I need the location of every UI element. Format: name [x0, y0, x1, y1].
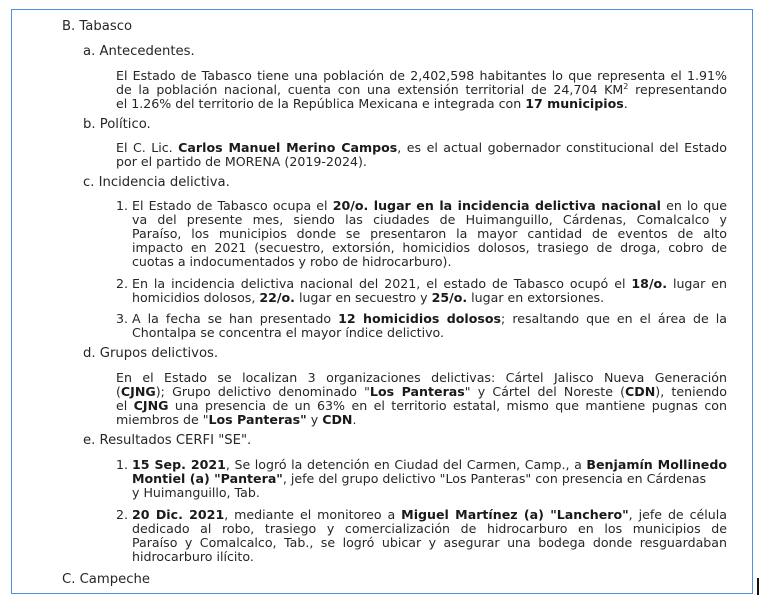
paragraph-line: El C. Lic. Carlos Manuel Merino Campos, es el actual gobernador constitucional del Estado	[116, 140, 727, 155]
list-item-line: Chontalpa se concentra el mayor índice delictivo.	[132, 325, 445, 340]
section-heading-tabasco: B. Tabasco	[62, 19, 133, 34]
list-number: 2.	[116, 276, 129, 291]
list-item-line: Paraíso, los municipios donde se presentaron la mayor cantidad de eventos de alto	[132, 226, 727, 241]
list-item-line: El Estado de Tabasco ocupa el 20/o. lugar en la incidencia delictiva nacional en lo que	[132, 198, 728, 213]
list-item-line: cuotas a indocumentados y robo de hidrocarburo).	[132, 254, 452, 269]
subheading-grupos: d. Grupos delictivos.	[83, 346, 219, 361]
paragraph-line: el CJNG una presencia de un 63% en el territorio estatal, mismo que mantiene pugnas con	[116, 398, 727, 413]
list-item-line: 20 Dic. 2021, mediante el monitoreo a Miguel Martínez (a) "Lanchero", jefe de célula	[132, 507, 727, 522]
subheading-resultados: e. Resultados CERFI "SE".	[83, 433, 252, 448]
list-item-line: Montiel (a) "Pantera", jefe del grupo delictivo "Los Panteras" con presencia en Cárdenas	[132, 471, 707, 486]
list-number: 1.	[116, 457, 129, 472]
list-item-line: Paraíso y Comalcalco, Tab., se logró ubicar y asegurar una bodega donde resguardaban	[132, 535, 727, 550]
list-item-line: impacto en 2021 (secuestro, extorsión, homicidios dolosos, trasiego de droga, cobro de	[132, 240, 727, 255]
list-item-line: A la fecha se han presentado 12 homicidios dolosos; resaltando que en el área de la	[132, 311, 727, 326]
subheading-incidencia: c. Incidencia delictiva.	[83, 175, 230, 190]
list-number: 1.	[116, 198, 129, 213]
paragraph-line: (CJNG); Grupo delictivo denominado "Los Panteras" y Cártel del Noreste (CDN), teniendo	[116, 384, 727, 399]
list-item-line: y Huimanguillo, Tab.	[132, 485, 260, 500]
text-cursor	[757, 578, 759, 595]
paragraph-line: miembros de "Los Panteras" y CDN.	[116, 412, 357, 427]
section-heading-campeche: C. Campeche	[62, 572, 150, 587]
list-item-line: dedicado al robo, trasiego y comercialización de hidrocarburo en los municipios de	[132, 521, 727, 536]
list-item-line: En la incidencia delictiva nacional del 2021, el estado de Tabasco ocupó el 18/o. lugar en	[132, 276, 728, 291]
paragraph-line: En el Estado se localizan 3 organizaciones delictivas: Cártel Jalisco Nueva Generación	[116, 370, 727, 385]
subheading-politico: b. Político.	[83, 117, 151, 132]
list-item-line: va del presente mes, siendo las ciudades de Huimanguillo, Cárdenas, Comalcalco y	[132, 212, 727, 227]
list-number: 3.	[116, 311, 129, 326]
paragraph-line: el 1.26% del territorio de la República Mexicana e integrada con 17 municipios.	[116, 96, 628, 111]
list-number: 2.	[116, 507, 129, 522]
list-item-line: homicidios dolosos, 22/o. lugar en secuestro y 25/o. lugar en extorsiones.	[132, 290, 605, 305]
list-item-line: hidrocarburo ilícito.	[132, 549, 254, 564]
paragraph-line: de la población nacional, cuenta con una extensión territorial de 24,704 $KM^2$ representando	[116, 81, 727, 97]
list-item-line: 15 Sep. 2021, Se logró la detención en Ciudad del Carmen, Camp., a Benjamín Mollinedo	[132, 457, 727, 472]
paragraph-line: por el partido de MORENA (2019-2024).	[116, 154, 367, 169]
paragraph-line: El Estado de Tabasco tiene una población de 2,402,598 habitantes lo que representa el 1.91%	[116, 68, 727, 83]
subheading-antecedentes: a. Antecedentes.	[83, 44, 195, 59]
